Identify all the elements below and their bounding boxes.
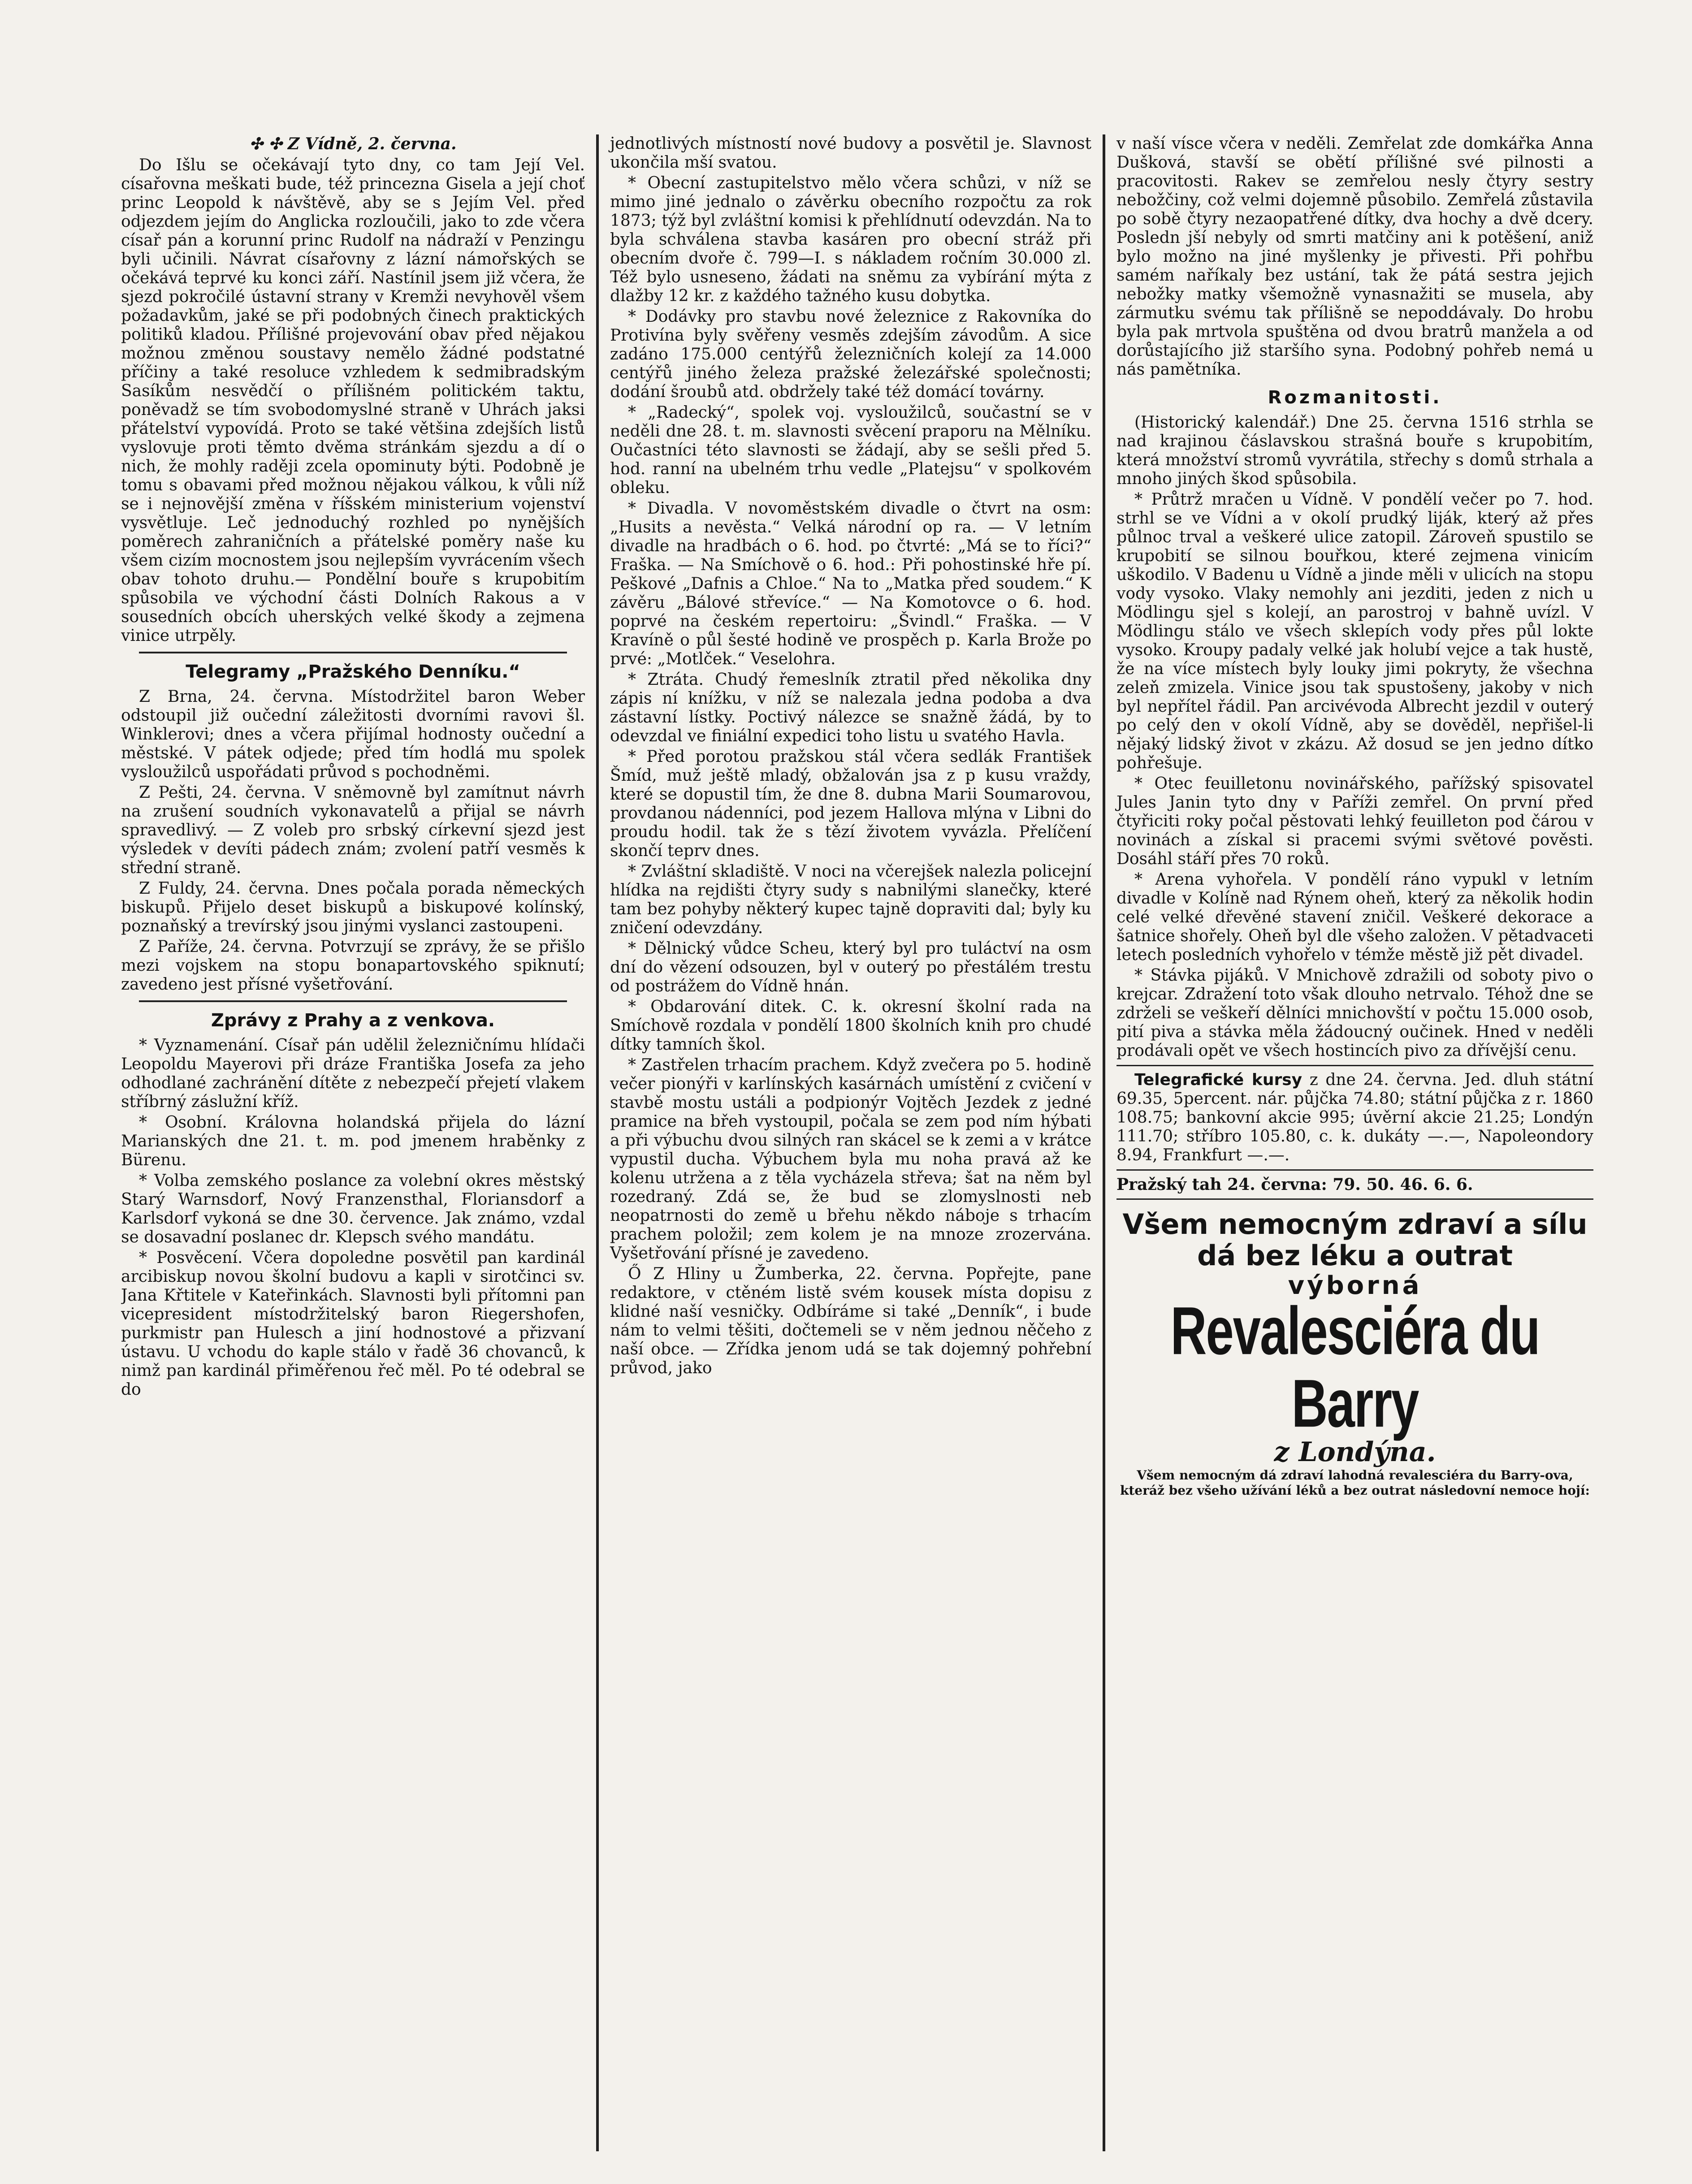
- telegram-paris: Z Paříže, 24. června. Potvrzují se zprávy, že se přišlo mezi vojskem na stopu bonapartovského spiknutí; zavedeno jest přísné vyšetřování.: [121, 938, 585, 994]
- news-item: * Posvěcení. Včera dopoledne posvětil pan kardinál arcibiskup novou školní budovu a kapli v sirotčinci sv. Jana Křtitele v Kateřinkách. Slavnosti byli přítomni pan vicepresident místodržitelský baron Riegershofen, purkmistr pan Hulesch a jiní hodnostové a přizvaní ústavu. U vchodu do kaple stálo v řadě 36 chovanců, k nimž pan kardinál přiměřenou řeč měl. Po té odebral se do: [121, 1249, 585, 1399]
- news-item: * Obecní zastupitelstvo mělo včera schůzi, v níž se mimo jiné jednalo o závěrku obecního rozpočtu za rok 1873; týž byl zvláštní komisi k přehlídnutí odevzdán. Na to byla schválena stavba kasáren pro obecní stráž při obecním dvoře č. 799—I. s nákladem ročním 30.000 zl. Též bylo usneseno, žádati na sněmu za vybírání mýta z dlažby 12 kr. z každého tažného kusu dobytka.: [610, 174, 1091, 305]
- news-item: * Divadla. V novoměstském divadle o čtvrt na osm: „Husits a nevěsta.“ Velká národní op ra. — V letním divadle na hradbách o 6. hod. po čtvrté: „Má se to říci?“ Fraška. — Na Smíchově o 6. hod.: Při pohostinské hře pí. Peškové „Dafnis a Chloe.“ Na to „Matka před soudem.“ K závěru „Bálové střevíce.“ — Na Komotovce o 6. hod. poprvé na českém repertoiru: „Švindl.“ Fraška. — V Kravíně o půl šesté hodině ve prospěch p. Karla Brože po prvé: „Motlček.“ Veselohra.: [610, 499, 1091, 668]
- article-vienna: Do Išlu se očekávají tyto dny, co tam Její Vel. císařovna meškati bude, též princezna Gisela a její choť princ Leopold k návštěvě, aby se s Jejím Vel. před odjezdem jejím do Anglicka rozloučili, jako to zde včera císař pán a korunní princ Rudolf na nádraží v Penzingu byli učinili. Návrat císařovny z lázní námořských se očekává teprvé ku konci září. Nastínil jsem již včera, že sjezd pokročilé ústavní strany v Kremži nevyhověl všem požadavkům, jaké se při podobných činech praktických politiků kladou. Přílišné projevování obav před nějakou možnou změnou soustavy nemělo žádné podstatné příčiny a také resoluce vzhledem k sedmibradským Sasíkům nesvědčí o přílišném politickém taktu, poněvadž se tím svobodomyslné straně v Uhrách jaksi přátelství vypovídá. Proto se také většina zdejších listů vyslovuje proti těmto dvěma stránkám sjezdu a dí o nich, že mohly raději zcela opominuty býti. Podobně je tomu s obavami před možnou nějakou válkou, k vůli níž se i nejnovější změna v říšském ministerium vojenství vysvětluje. Leč jednoduchý rozhled po nynějších poměrech zahraničních a přátelské poměry naše ku všem cizím mocnostem jsou nejlepším vyvrácením všech obav tohoto druhu.— Pondělní bouře s krupobitím spůsobila ve východní části Dolních Rakous a v sousedních obcích uherských velké škody a zejmena vinice utrpěly.: [121, 156, 585, 645]
- news-item: * Vyznamenání. Císař pán udělil železničnímu hlídači Leopoldu Mayerovi při dráze Františka Josefa za jeho odhodlané zachránění dítěte z nebezpečí přejetí vlakem stříbrný záslužní kříž.: [121, 1036, 585, 1111]
- news-heading: Zprávy z Prahy a z venkova.: [211, 1010, 495, 1031]
- divider: [1116, 1169, 1593, 1171]
- misc-item: * Otec feuilletonu novinářského, pařížský spisovatel Jules Janin tyto dny v Paříži zemřel. On první před čtyřiciti roky počal pěstovati lehký feuilleton pod čárou v novinách a získal si pracemi svými světové pověsti. Dosáhl stáří přes 70 roků.: [1116, 774, 1593, 868]
- divider: [1116, 1198, 1593, 1200]
- miscellany-heading: Rozmanitosti.: [1268, 387, 1442, 408]
- ad-line-3: výborná: [1288, 1271, 1422, 1300]
- exchange-heading: Telegrafické kursy: [1134, 1071, 1303, 1089]
- news-item: * „Radecký“, spolek voj. vysloužilců, součastní se v neděli dne 28. t. m. slavnosti svěcení praporu na Mělníku. Oučastníci této slavnosti se žádají, aby se sešli před 5. hod. ranní na ubelném trhu vedle „Platejsu“ v spolkovém obleku.: [610, 403, 1091, 497]
- news-item: * Zvláštní skladiště. V noci na včerejšek nalezla policejní hlídka na rejdišti čtyry sudy s nabnilými slanečky, které tam bez pohyby některý kupec tajně dopraviti dal; byly ku zničení odevzdány.: [610, 862, 1091, 937]
- ad-line-2: dá bez léku a outrat: [1197, 1239, 1513, 1272]
- news-item: jednotlivých místností nové budovy a posvětil je. Slavnost ukončila mší svatou.: [610, 134, 1091, 172]
- divider: [139, 652, 567, 653]
- telegram-fulda: Z Fuldy, 24. června. Dnes počala porada německých biskupů. Přijelo deset biskupů a biskupové kolínský, poznaňský a trevírský jsou jinými vyslanci zastoupeni.: [121, 879, 585, 935]
- news-item: * Dělnický vůdce Scheu, který byl pro tuláctví na osm dní do vězení odsouzen, byl v outerý po přestálém trestu od postrážem do Vídně hnán.: [610, 939, 1091, 995]
- column-1: [121, 134, 596, 2151]
- ad-line-1: Všem nemocným zdraví a sílu: [1122, 1208, 1588, 1241]
- misc-item: (Historický kalendář.) Dne 25. června 1516 strhla se nad krajinou čáslavskou strašná bouře s krupobitím, která množství stromů vyvrátila, střechy s domů strhala a mnoho jiných škod spůsobila.: [1116, 413, 1593, 488]
- misc-item: * Průtrž mračen u Vídně. V pondělí večer po 7. hod. strhl se ve Vídni a v okolí prudký liják, který až přes půlnoc trval a veškeré ulice zatopil. Zároveň spustilo se krupobití se silnou bouřkou, které zejmena vinicím uškodilo. V Badenu u Vídně a jinde měli v ulicích na stopu vody vysoko. Vlaky nemohly ani jezditi, jeden z nich u Mödlingu sjel s kolejí, an parostroj v bahně uvízl. V Mödlingu stálo ve všech sklepích vody přes půl lokte vysoko. Kroupy padaly velké jak holubí vejce a tak hustě, že na více místech byly louky jimi pokryty, že všechna zeleň zmizela. Vinice jsou tak spustošeny, jakoby v nich byl nepřítel řádil. Pan arcivévoda Albrecht jezdil v outerý po celý den v okolí Vídně, aby se dověděl, nepřišel-li nějaký lidský život v zkázu. Až dosud se jen jedno dítko pohřešuje.: [1116, 490, 1593, 772]
- exchange-rates: [1116, 1071, 1593, 1165]
- misc-item: * Stávka pijáků. V Mnichově zdražili od soboty pivo o krejcar. Zdražení toto však dlouho netrvalo. Téhož dne se zdrželi se veškeří dělníci mnichovští v počtu 15.000 osob, pití piva a stávka měla žádoucný oučinek. Hned v neděli prodávali opět ve všech hostincích pivo za dřívější cenu.: [1116, 966, 1593, 1060]
- news-item: * Před porotou pražskou stál včera sedlák František Šmíd, muž ještě mladý, obžalován jsa z p kusu vraždy, které se dopustil tím, že dne 8. dubna Marii Soumarovou, provdanou nádenníci, pod jezem Hallova mlýna v Libni do proudu hodil. tak že s tězí životem vyvázla. Přelíčení skončí teprv dnes.: [610, 748, 1091, 860]
- news-item: v naší vísce včera v neděli. Zemřelat zde domkářka Anna Dušková, stavší se obětí přílišné své pilnosti a pracovitosti. Rakev se zemřelou nesly čtyry sestry nebožčiny, což velmi dojemně působilo. Zemřelá zůstavila po sobě čtyry nezaopatřené dítky, dva hochy a dvě dcery. Posledn jší nebyly od smrti matčiny ani k potěšení, aniž bylo možno na jiné myšlenky je přivesti. Při pohřbu samém naříkaly bez ustání, tak že pátá sestra jejich nebožky matky všemožně vynasnažiti se musela, aby zármutku svému tak přílišně se nepoddávaly. Do hrobu byla pak mrtvola spuštěna od dvou bratrů manžela a od dorůstajícího již staršího syna. Podobný pohřeb nemá u nás pamětníka.: [1116, 134, 1593, 379]
- news-item: * Zastřelen trhacím prachem. Když zvečera po 5. hodině večer pionýři v karlínských kasárnách umístění z cvičení v stavbě mostu ustáli a podpionýr Vojtěch Jezdek z jedné pramice na břeh vystoupil, počala se zem pod ním hýbati a při výbuchu dvou silných ran skácel se k zemi a v krátce vypustil ducha. Výbuchem byla mu noha pravá až ke kolenu utržena a z těla vycházela střeva; šat na něm byl rozedraný. Zdá se, že bud se zlomyslnosti neb neopatrnosti do země u břehu někdo náboje s trhacím prachem položil; zem kolem je na mnoze zrozervána. Vyšetřování přísné je zavedeno.: [610, 1056, 1091, 1263]
- divider: [1116, 1065, 1593, 1066]
- news-item: * Ztráta. Chudý řemeslník ztratil před několika dny zápis ní knížku, v níž se nalezala jedna podoba a dva zástavní lístky. Poctivý nálezce se snažně žádá, by to odevzdal ve finiální expedici toho listu u svatého Havla.: [610, 670, 1091, 745]
- letter-hlina: Ő Z Hliny u Žumberka, 22. června. Popřejte, pane redaktore, v ctěném listě svém kousek místa dopisu z klidné naší vesničky. Odbíráme si také „Denník“, i bude nám to velmi těšiti, dočtemeli se v něm jednou něčeho z naší obce. — Zřídka jenom udá se tak dojemný pohřební průvod, jako: [610, 1265, 1091, 1377]
- ad-origin: z Londýna.: [1274, 1436, 1436, 1468]
- ad-fineprint: Všem nemocným dá zdraví lahodná revalesciéra du Barry-ova, kteráž bez všeho užívání léků a bez outrat následovní nemoce hojí:: [1120, 1468, 1590, 1498]
- telegram-brno: Z Brna, 24. června. Místodržitel baron Weber odstoupil již oučední záležitosti dvorními ravovi šl. Winklerovi; dnes a včera přijímal hodnosty oučední a městské. V pátek odjede; před tím hodlá mu spolek vysloužilců uspořádati průvod s pochodněmi.: [121, 688, 585, 781]
- news-item: * Dodávky pro stavbu nové železnice z Rakovníka do Protivína byly svěřeny vesměs zdejším závodům. A sice zadáno 175.000 centýřů železničních kolejí za 14.000 centýřů jiného železa pražské železářské společnosti; dodání šroubů atd. obdržely také též domácí továrny.: [610, 307, 1091, 401]
- divider: [139, 1000, 567, 1002]
- ad-product-name: Revalesciéra du Barry: [1170, 1293, 1540, 1441]
- column-2: [596, 134, 1103, 2151]
- news-item: * Volba zemského poslance za volební okres městský Starý Warnsdorf, Nový Franzensthal, Floriansdorf a Karlsdorf vykoná se dne 30. července. Jak známo, vzdal se dosavadní poslanec dr. Klepsch svého mandátu.: [121, 1172, 585, 1246]
- misc-item: * Arena vyhořela. V pondělí ráno vypukl v letním divadle v Kolíně nad Rýnem oheň, který za několik hodin celé velké dřevěné stavení zničil. Veškeré dekorace a šatnice shořely. Oheň byl dle všeho založen. V pětadvaceti letech posledních vyhořelo v témže městě již pět divadel.: [1116, 870, 1593, 964]
- news-item: * Obdarování ditek. C. k. okresní školní rada na Smíchově rozdala v pondělí 1800 školních knih pro chudé dítky tamních škol.: [610, 998, 1091, 1054]
- exchange-body: z dne 24. června. Jed. dluh státní 69.35, 5percent. nár. půjčka 74.80; státní půjčka z r. 1860 108.75; bankovní akcie 995; úvěrní akcie 21.25; Londýn 111.70; stříbro 105.80, c. k. dukáty —.—, Napoleondory 8.94, Frankfurt —.—.: [1116, 1071, 1593, 1164]
- dateline-vienna: ✣ ✣ Z Vídně, 2. června.: [249, 134, 457, 153]
- news-item: * Osobní. Královna holandská přijela do lázní Marianských dne 21. t. m. pod jmenem hraběnky z Bürenu.: [121, 1113, 585, 1169]
- advertisement: [1116, 1209, 1593, 1498]
- telegram-pest: Z Pešti, 24. června. V sněmovně byl zamítnut návrh na zrušení soudních vykonavatelů a přijal se návrh spravedlivý. — Z voleb pro srbský církevní sjezd jest výsledek v devíti pádech znám; zvolení patří vesměs k střední straně.: [121, 783, 585, 877]
- column-3: [1103, 134, 1593, 2151]
- telegram-heading: Telegramy „Pražského Denníku.“: [186, 662, 520, 682]
- lottery-draw: Pražský tah 24. června: 79. 50. 46. 6. 6.: [1116, 1175, 1473, 1194]
